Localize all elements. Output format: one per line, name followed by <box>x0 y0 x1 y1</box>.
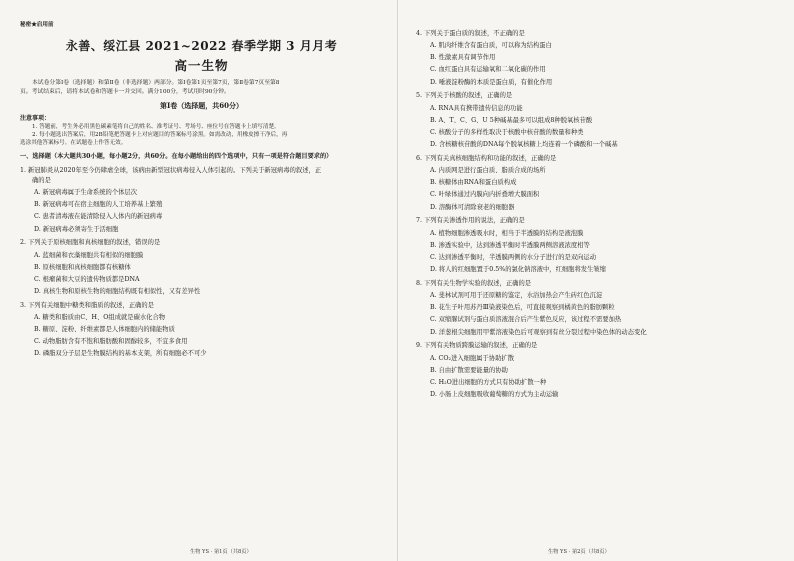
question-stem: 9. 下列有关物质跨膜运输的叙述，正确的是 <box>416 342 538 350</box>
part-heading: 一、选择题（本大题共30小题，每小题2分，共60分。在每小题给出的四个选项中，只有一项是符合题目要求的） <box>20 153 333 161</box>
question-stem: 6. 下列有关真核细胞结构和功能的叙述，正确的是 <box>416 154 557 162</box>
section-title: 第Ⅰ卷（选择题，共60分） <box>159 101 243 111</box>
option-c: C. 双缩脲试剂与蛋白质溶液混合后产生紫色反应，该过程不需要加热 <box>430 316 622 324</box>
option-a: A. 内质网是进行蛋白质、脂质合成的场所 <box>430 167 546 175</box>
notes-title: 注意事项： <box>20 114 51 122</box>
option-a: A. 肌肉纤维含有蛋白质，可以称为结构蛋白 <box>430 42 552 50</box>
option-c: C. 动物脂肪含有不饱和脂肪酸和固醇较多，不宜多食用 <box>34 338 188 346</box>
question-7 <box>416 217 780 273</box>
question-stem: 2. 下列关于原核细胞和真核细胞的叙述，错误的是 <box>20 239 161 247</box>
question-stem: 1. 新冠肺炎从2020年至今仍肆虐全球，该病由新型冠状病毒侵入人体引起的。下列关于新冠病毒的叙述，正 <box>20 167 322 175</box>
question-stem-cont: 确的是 <box>32 176 51 184</box>
option-c: C. H₂O进出细胞的方式只有协助扩散一种 <box>430 378 547 386</box>
question-stem: 5. 下列关于核酸的叙述，正确的是 <box>416 92 513 100</box>
option-c: C. 根瘤菌和大豆的遗传物质都是DNA <box>34 275 140 283</box>
question-1 <box>20 167 383 233</box>
question-2 <box>20 239 383 295</box>
option-b: B. A、T、C、G、U 5种碱基最多可以组成8种脱氧核苷酸 <box>430 116 593 124</box>
option-c: C. 患者清毒液在能清除侵入人体内的新冠病毒 <box>34 213 163 221</box>
option-b: B. 渗透实验中，达到渗透平衡时半透膜两侧溶液浓度相等 <box>430 241 590 249</box>
secret-label: 秘密★启用前 <box>20 22 54 28</box>
option-d: D. 小肠上皮细胞吸收葡萄糖的方式为主动运输 <box>430 391 559 399</box>
question-stem: 3. 下列有关细胞中糖类和脂质的叙述，正确的是 <box>20 301 154 309</box>
option-d: D. 含核糖核苷酸的DNA每个脱氧核糖上均连着一个磷酸和一个碱基 <box>430 141 618 149</box>
subject-title: 高一生物 <box>174 57 229 73</box>
note-2: 2. 每小题选出答案后，用2B铅笔把答题卡上对应题目的答案标号涂黑。如需改动，用橡皮擦干净后，再 <box>32 132 288 139</box>
question-stem: 8. 下列有关生物学实验的叙述，正确的是 <box>416 279 532 287</box>
question-6 <box>416 155 780 211</box>
option-c: C. 达到渗透平衡时，半透膜两侧的水分子进行的是双向运动 <box>430 253 597 261</box>
question-stem: 7. 下列有关渗透作用的说法，正确的是 <box>416 217 525 225</box>
option-a: A. RNA具有携带遗传信息的功能 <box>430 104 523 112</box>
option-b: B. 自由扩散需要能量的协助 <box>430 366 508 374</box>
page-footer: 生物 YS · 第2页（共8页） <box>548 548 610 555</box>
option-a: A. 蓝细菌和衣藻细胞共有相似的细胞膜 <box>34 251 144 259</box>
note-1: 1. 答题前，考生务必用黑色碳素笔将自己的姓名、准考证号、考场号、座位号在答题卡上填写清楚。 <box>32 124 280 131</box>
option-c: C. 核酸分子的多样性取决于核酸中核苷酸的数量和种类 <box>430 128 584 136</box>
note-2-cont: 选涂其他答案标号。在试题卷上作答无效。 <box>20 140 127 147</box>
question-8 <box>416 280 780 336</box>
option-b: B. 花生子叶用苏丹Ⅲ染液染色后，可直接观察到橘黄色的脂肪颗粒 <box>430 304 615 312</box>
option-d: D. 洋葱根尖细胞用甲紫溶液染色后可观察到有丝分裂过程中染色体的动态变化 <box>430 328 647 336</box>
question-4 <box>416 30 780 86</box>
option-b: B. 糖原、淀粉、纤维素都是人体细胞内的储能物质 <box>34 326 175 334</box>
intro-line-1: 本试卷分第Ⅰ卷（选择题）和第Ⅱ卷（非选择题）两部分。第Ⅰ卷第1页至第7页，第Ⅱ卷第7页至第8 <box>32 79 280 86</box>
page-footer: 生物 YS · 第1页（共8页） <box>190 548 252 555</box>
option-d: D. 溶酶体可清除衰老的细胞器 <box>430 203 515 211</box>
option-c: C. 血红蛋白具有运输氧和二氧化碳的作用 <box>430 66 546 74</box>
option-d: D. 真核生物和原核生物的细胞结构既有相似性，又有差异性 <box>34 288 201 295</box>
exam-title: 永善、绥江县 2021~2022 春季学期 3 月月考 <box>65 38 338 53</box>
option-d: D. 将人的红细胞置于0.5%的氯化钠溶液中，红细胞将发生皱缩 <box>430 266 606 274</box>
option-a: A. CO₂进入细胞属于协助扩散 <box>430 354 515 362</box>
option-a: A. 新冠病毒属于生命系统的个体层次 <box>34 189 138 197</box>
option-b: B. 新冠病毒可在宿主细胞的人工培养基上繁殖 <box>34 201 163 209</box>
option-a: A. 斐林试剂可用于还原糖的鉴定，水浴加热会产生砖红色沉淀 <box>430 292 603 300</box>
option-a: A. 糖类和脂质由C、H、O组成就是碳水化合物 <box>34 314 166 322</box>
question-9 <box>416 342 780 398</box>
option-d: D. 磷脂双分子层是生物膜结构的基本支架，所有细胞必不可少 <box>34 350 207 358</box>
option-c: C. 叶绿体通过内膜向内折叠增大膜面积 <box>430 191 540 199</box>
option-d: D. 新冠病毒必须寄生于活细胞 <box>34 225 119 233</box>
question-stem: 4. 下列关于蛋白质的叙述，不正确的是 <box>416 30 525 37</box>
option-b: B. 核糖体由RNA和蛋白质构成 <box>430 179 517 187</box>
question-3 <box>20 302 383 358</box>
page-2 <box>398 0 794 561</box>
option-d: D. 唾液淀粉酶的本质是蛋白质，有催化作用 <box>430 78 553 86</box>
option-b: B. 原核细胞和真核细胞都有核糖体 <box>34 263 131 271</box>
question-5 <box>416 92 780 148</box>
option-a: A. 植物细胞渗透吸水时，相当于半透膜的结构是液泡膜 <box>430 229 584 237</box>
intro-line-2: 页。考试结束后，请将本试卷和答题卡一并交回。满分100分，考试用时90分钟。 <box>20 88 230 95</box>
option-b: B. 性激素具有调节作用 <box>430 54 496 62</box>
